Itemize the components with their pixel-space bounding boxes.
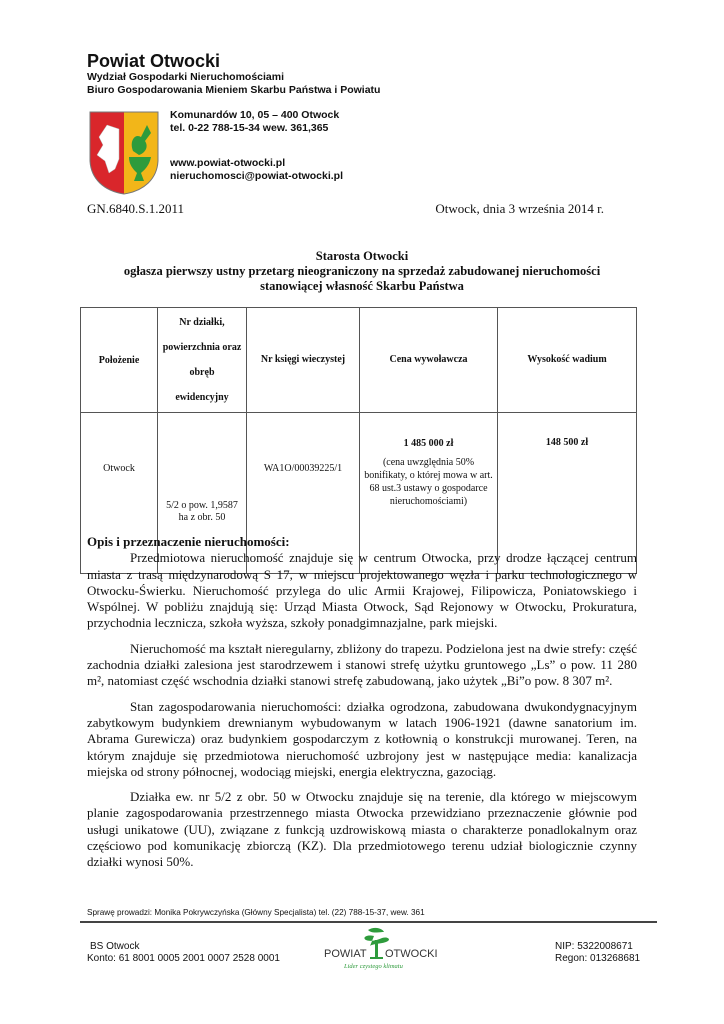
office-name: Biuro Gospodarowania Mieniem Skarbu Państwa i Powiatu (87, 84, 381, 96)
regon-number: Regon: 013268681 (555, 953, 641, 964)
document-date: Otwock, dnia 3 września 2014 r. (435, 201, 604, 216)
nip-number: NIP: 5322008671 (555, 941, 633, 952)
paragraph-development: Stan zagospodarowania nieruchomości: działka ogrodzona, zabudowana dwukondygnacyjnym zabytkowym budynkiem drewnianym wybudowanym w latach 1906-1921 (dawne sanatorium im. Abrama Gurewicza) oraz budynkiem gospodarczym z kotłownią o konstrukcji murowanej. Teren, na którym znajduje się przedmiotowa nieruchomość uzbrojony jest w następujące media: kanalizacja miejska od strony północnej, wodociąg miejski, energia elektryczna, gazociąg. (87, 698, 637, 779)
table-header-row (81, 308, 637, 413)
office-phone: tel. 0-22 788-15-34 wew. 361,365 (170, 122, 329, 134)
header-price: Cena wywoławcza (360, 308, 498, 413)
department-name: Wydział Gospodarki Nieruchomościami (87, 71, 285, 83)
powiat-otwocki-logo (322, 926, 438, 972)
reference-number: GN.6840.S.1.2011 (87, 201, 185, 216)
footer-divider (80, 921, 657, 923)
header-location: Położenie (81, 308, 158, 413)
svg-text:OTWOCKI: OTWOCKI (385, 948, 438, 960)
section-title: Opis i przeznaczenie nieruchomości: (87, 534, 290, 549)
description-section (87, 534, 637, 880)
office-title: Powiat Otwocki (87, 51, 221, 71)
office-address: Komunardów 10, 05 – 400 Otwock (170, 109, 340, 121)
bank-account: Konto: 61 8001 0005 2001 0007 2528 0001 (87, 953, 280, 964)
bank-name: BS Otwock (90, 941, 140, 952)
cell-plot: 5/2 o pow. 1,9587 ha z obr. 50 (158, 413, 247, 574)
paragraph-zoning: Działka ew. nr 5/2 z obr. 50 w Otwocku znajduje się na terenie, dla którego w miejscowym planie zagospodarowania przestrzennego miasta Otwocka przewidziano przeznaczenie głównie pod usługi unikatowe (UU), związane z funkcją uzdrowiskową miasta o charakterze ponadlokalnym oraz częściowo pod komunikację zbiorczą (KZ). Dla przedmiotowego terenu udział biologicznie czynny działki wynosi 50%. (87, 789, 637, 870)
announcement-subheading: ogłasza pierwszy ustny przetarg nieograniczony na sprzedaż zabudowanej nieruchomości (123, 264, 601, 278)
paragraph-location: Przedmiotowa nieruchomość znajduje się w centrum Otwocka, przy drodze łączącej centrum miasta z trasą międzynarodową S 17, w miejscu projektowanego węzła i parku technologicznego w Otwocku-Świerku. Nieruchomość przylega do ulic Armii Krajowej, Filipowicza, Poniatowskiego i Wspólnej. W pobliżu znajdują się: Urząd Miasta Otwock, Sąd Rejonowy w Otwocku, Prokuratura, przychodnia lecznicza, szkoła wyższa, szkoły ponadgimnazjalne, park miejski. (87, 550, 637, 631)
website-link[interactable]: www.powiat-otwocki.pl (170, 157, 286, 169)
cell-price: 1 485 000 zł (403, 438, 454, 449)
cell-land-register: WA1O/00039225/1 (247, 413, 360, 574)
header-plot: Nr działki, powierzchnia oraz obręb ewidencyjny (158, 308, 247, 413)
announcement-subheading-2: stanowiącej własność Skarbu Państwa (260, 279, 464, 293)
coat-of-arms-logo (89, 111, 159, 195)
paragraph-shape: Nieruchomość ma kształt nieregularny, zbliżony do trapezu. Podzielona jest na dwie strefy: część zachodnia działki zalesiona jest starodrzewem i stanowi strefę użytku gruntowego „Ls” o pow. 11 280 m², natomiast część wschodnia działki stanowi strefę zabudowaną, jako użytek „Bi”o pow. 8 307 m². (87, 640, 637, 689)
svg-text:POWIAT: POWIAT (324, 948, 367, 960)
header-deposit: Wysokość wadium (498, 308, 637, 413)
svg-text:Lider czystego klimatu: Lider czystego klimatu (344, 963, 403, 970)
announcement-heading: Starosta Otwocki (315, 249, 409, 263)
case-handler: Sprawę prowadzi: Monika Pokrywczyńska (Główny Specjalista) tel. (22) 788-15-37, wew. 361 (87, 908, 425, 917)
header-land-register: Nr księgi wieczystej (247, 308, 360, 413)
email-link[interactable]: nieruchomosci@powiat-otwocki.pl (170, 170, 344, 182)
cell-price-note: (cena uwzględnia 50% bonifikaty, o której mowa w art. 68 ust.3 ustawy o gospodarce nieruchomościami) (364, 457, 493, 507)
cell-deposit: 148 500 zł (498, 413, 637, 574)
cell-location: Otwock (81, 413, 158, 574)
